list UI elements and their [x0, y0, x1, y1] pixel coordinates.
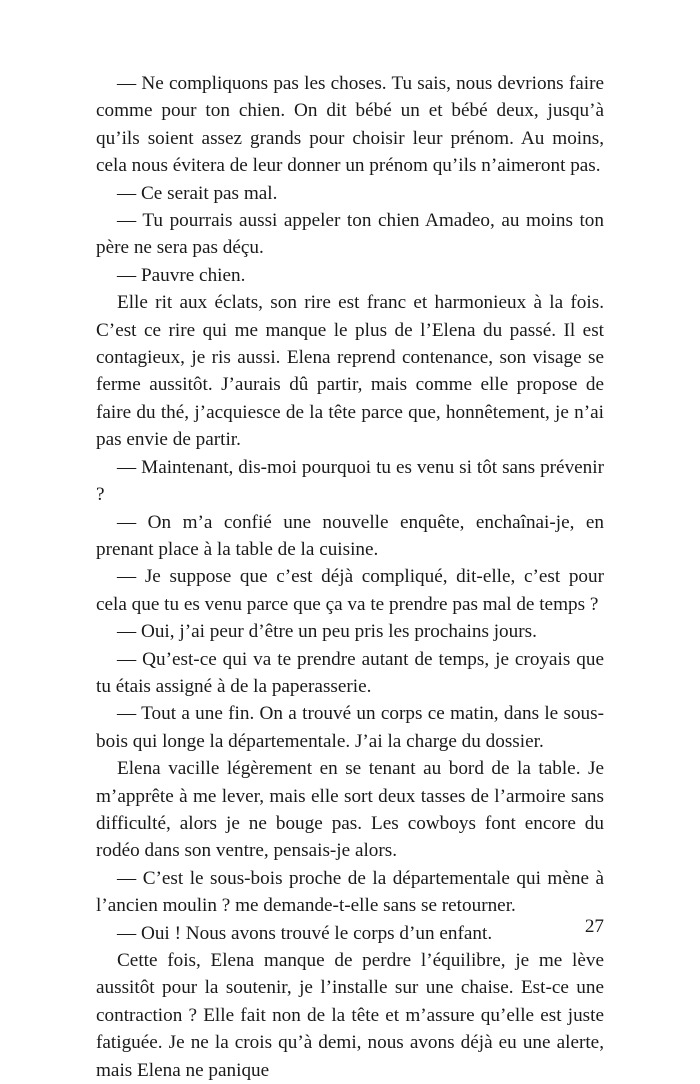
paragraph: — C’est le sous-bois proche de la départementale qui mène à l’ancien moulin ? me demande-t-elle sans se retourner.	[96, 867, 604, 917]
paragraph: — On m’a confié une nouvelle enquête, enchaînai-je, en prenant place à la table de la cuisine.	[96, 511, 604, 560]
paragraph: — Tu pourrais aussi appeler ton chien Amadeo, au moins ton père ne sera pas déçu.	[96, 210, 604, 259]
paragraph: — Oui ! Nous avons trouvé le corps d’un enfant.	[117, 922, 493, 944]
paragraph: — Maintenant, dis-moi pourquoi tu es venu si tôt sans prévenir ?	[96, 456, 604, 506]
paragraph: — Tout a une fin. On a trouvé un corps ce matin, dans le sous-bois qui longe la départementale. J’ai la charge du dossier.	[96, 703, 604, 752]
paragraph: Cette fois, Elena manque de perdre l’équilibre, je me lève aussitôt pour la soutenir, je l’installe sur une chaise. Est-ce une contraction ? Elle fait non de la tête et m’assure qu’elle est juste fatiguée. Je ne la crois qu’à demi, nous avons déjà eu une alerte, mais Elena ne panique	[96, 950, 604, 1081]
paragraph: — Pauvre chien.	[117, 264, 246, 286]
paragraph: Elena vacille légèrement en se tenant au bord de la table. Je m’apprête à me lever, mais elle sort deux tasses de l’armoire sans difficulté, alors je ne bouge pas. Les cowboys font encore du rodéo dans son ventre, pensais-je alors.	[96, 758, 604, 862]
paragraph: — Qu’est-ce qui va te prendre autant de temps, je croyais que tu étais assigné à de la paperasserie.	[96, 648, 604, 697]
paragraph: — Oui, j’ai peur d’être un peu pris les prochains jours.	[117, 621, 537, 643]
page-body	[96, 70, 604, 1084]
paragraph: — Ce serait pas mal.	[117, 182, 278, 204]
page-number: 27	[584, 916, 604, 937]
paragraph: — Ne compliquons pas les choses. Tu sais, nous devrions faire comme pour ton chien. On dit bébé un et bébé deux, jusqu’à qu’ils soient assez grands pour choisir leur prénom. Au moins, cela nous évitera de leur donner un prénom qu’ils n’aimeront pas.	[96, 73, 604, 177]
paragraph: — Je suppose que c’est déjà compliqué, dit-elle, c’est pour cela que tu es venu parce que ça va te prendre pas mal de temps ?	[96, 566, 604, 615]
paragraph: Elle rit aux éclats, son rire est franc et harmonieux à la fois. C’est ce rire qui me manque le plus de l’Elena du passé. Il est contagieux, je ris aussi. Elena reprend contenance, son visage se ferme aussitôt. J’aurais dû partir, mais comme elle propose de faire du thé, j’acquiesce de la tête parce que, honnêtement, je n’ai pas envie de partir.	[96, 292, 604, 451]
